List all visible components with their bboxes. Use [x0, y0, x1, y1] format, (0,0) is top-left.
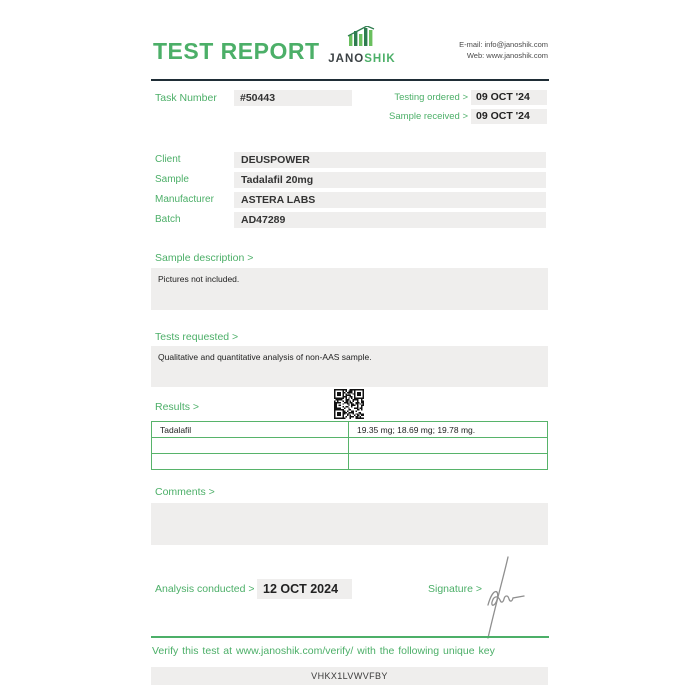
result-value: 19.35 mg; 18.69 mg; 19.78 mg. — [349, 422, 548, 438]
page-title: TEST REPORT — [153, 38, 320, 64]
signature-scribble — [480, 555, 530, 645]
signature-label: Signature > — [428, 583, 482, 595]
tests-requested-heading: Tests requested > — [155, 331, 239, 343]
contact-email: E-mail: info@janoshik.com — [459, 40, 548, 49]
manufacturer-label: Manufacturer — [155, 194, 214, 205]
testing-ordered-label: Testing ordered > — [394, 92, 468, 103]
comments-heading: Comments > — [155, 486, 215, 498]
bar-chart-logo-icon — [343, 34, 381, 51]
result-value — [349, 454, 548, 470]
contact-info — [459, 39, 548, 61]
results-table — [151, 421, 548, 470]
logo-jano: JANO — [328, 53, 365, 65]
table-row — [152, 438, 548, 454]
analysis-date-value: 12 OCT 2024 — [257, 579, 352, 599]
logo-wordmark — [322, 53, 402, 65]
testing-ordered-value: 09 OCT '24 — [471, 90, 547, 105]
batch-value: AD47289 — [234, 212, 546, 228]
task-number-label: Task Number — [155, 92, 217, 104]
table-row — [152, 454, 548, 470]
header-divider — [151, 79, 549, 81]
client-value: DEUSPOWER — [234, 152, 546, 168]
table-row — [152, 422, 548, 438]
verify-text: Verify this test at www.janoshik.com/verify/ with the following unique key — [152, 645, 495, 657]
result-value — [349, 438, 548, 454]
client-label: Client — [155, 154, 181, 165]
batch-label: Batch — [155, 214, 181, 225]
results-heading: Results > — [155, 401, 200, 413]
sample-description-box: Pictures not included. — [151, 268, 548, 310]
analysis-conducted-label: Analysis conducted > — [155, 583, 255, 595]
janoshik-logo — [322, 26, 402, 65]
contact-web: Web: www.janoshik.com — [466, 51, 548, 60]
logo-shik: SHIK — [364, 53, 396, 65]
result-analyte — [152, 454, 349, 470]
sample-received-label: Sample received > — [389, 111, 468, 122]
tests-requested-box: Qualitative and quantitative analysis of non-AAS sample. — [151, 346, 548, 387]
result-analyte — [152, 438, 349, 454]
qr-code — [334, 389, 364, 419]
sample-description-heading: Sample description > — [155, 252, 254, 264]
task-number-value: #50443 — [234, 90, 352, 106]
sample-value: Tadalafil 20mg — [234, 172, 546, 188]
sample-received-value: 09 OCT '24 — [471, 109, 547, 124]
sample-label: Sample — [155, 174, 189, 185]
verify-key: VHKX1LVWVFBY — [151, 667, 548, 685]
manufacturer-value: ASTERA LABS — [234, 192, 546, 208]
comments-box — [151, 503, 548, 545]
footer-divider — [151, 636, 549, 638]
result-analyte: Tadalafil — [152, 422, 349, 438]
